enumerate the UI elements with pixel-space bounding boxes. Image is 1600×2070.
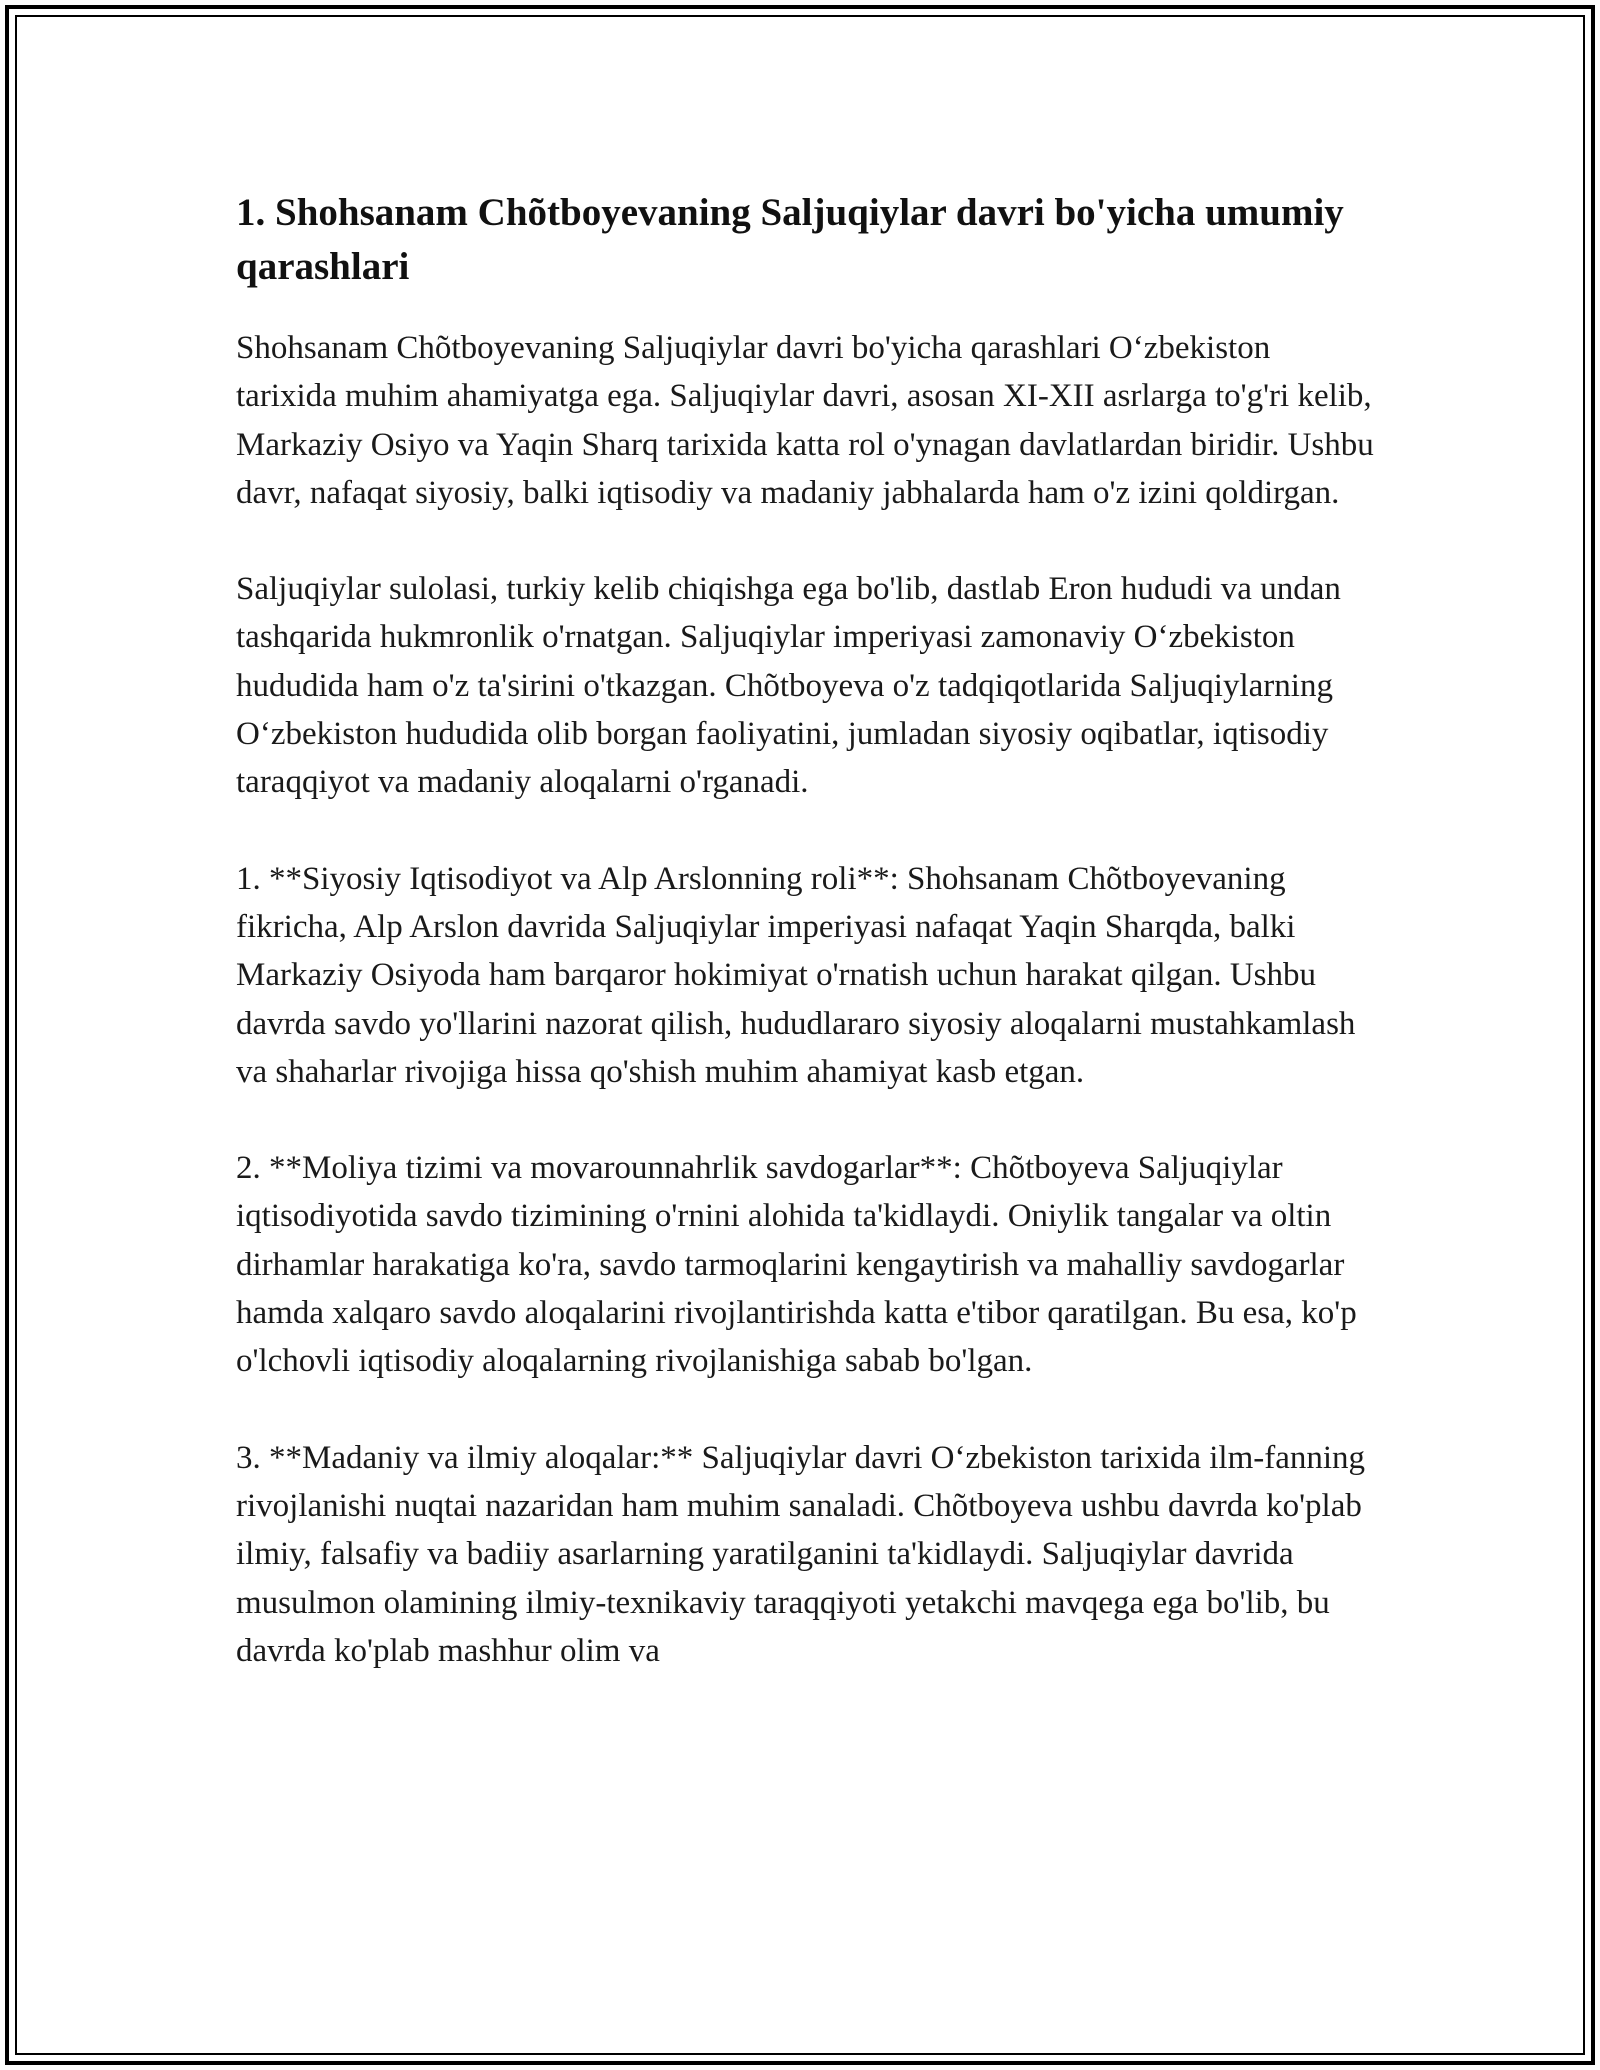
paragraph-dynasty: Saljuqiylar sulolasi, turkiy kelib chiqishga ega bo'lib, dastlab Eron hududi va undan tashqarida hukmronlik o'rnatgan. Saljuqiylar imperiyasi zamonaviy O‘zbekiston hududida ham o'z ta'sirini o'tkazgan. Chõtboyeva o'z tadqiqotlarida Saljuqiylarning O‘zbekiston hududida olib borgan faoliyatini, jumladan siyosiy oqibatlar, iqtisodiy taraqqiyot va madaniy aloqalarni o'rganadi.	[236, 571, 1341, 801]
paragraph-intro: Shohsanam Chõtboyevaning Saljuqiylar davri bo'yicha qarashlari O‘zbekiston tarixida muhim ahamiyatga ega. Saljuqiylar davri, asosan XI-XII asrlarga to'g'ri kelib, Markaziy Osiyo va Yaqin Sharq tarixida katta rol o'ynagan davlatlardan biridir. Ushbu davr, nafaqat siyosiy, balki iqtisodiy va madaniy jabhalarda ham o'z izini qoldirgan.	[236, 330, 1374, 511]
document-body	[236, 186, 1376, 1723]
paragraph-point-2: 2. **Moliya tizimi va movarounnahrlik savdogarlar**: Chõtboyeva Saljuqiylar iqtisodiyotida savdo tizimining o'rnini alohida ta'kidlaydi. Oniylik tangalar va oltin dirhamlar harakatiga ko'ra, savdo tarmoqlarini kengaytirish va mahalliy savdogarlar hamda xalqaro savdo aloqalarini rivojlantirishda katta e'tibor qaratilgan. Bu esa, ko'p o'lchovli iqtisodiy aloqalarning rivojlanishiga sabab bo'lgan.	[236, 1150, 1357, 1380]
paragraph-point-3: 3. **Madaniy va ilmiy aloqalar:** Saljuqiylar davri O‘zbekiston tarixida ilm-fanning rivojlanishi nuqtai nazaridan ham muhim sanaladi. Chõtboyeva ushbu davrda ko'plab ilmiy, falsafiy va badiiy asarlarning yaratilganini ta'kidlaydi. Saljuqiylar davrida musulmon olamining ilmiy-texnikaviy taraqqiyoti yetakchi mavqega ega bo'lib, bu davrda ko'plab mashhur olim va	[236, 1439, 1366, 1669]
section-heading: 1. Shohsanam Chõtboyevaning Saljuqiylar davri bo'yicha umumiy qarashlari	[236, 191, 1344, 288]
paragraph-point-1: 1. **Siyosiy Iqtisodiyot va Alp Arslonning roli**: Shohsanam Chõtboyevaning fikricha, Alp Arslon davrida Saljuqiylar imperiyasi nafaqat Yaqin Sharqda, balki Markaziy Osiyoda ham barqaror hokimiyat o'rnatish uchun harakat qilgan. Ushbu davrda savdo yo'llarini nazorat qilish, hududlararo siyosiy aloqalarni mustahkamlash va shaharlar rivojiga hissa qo'shish muhim ahamiyat kasb etgan.	[236, 860, 1356, 1090]
